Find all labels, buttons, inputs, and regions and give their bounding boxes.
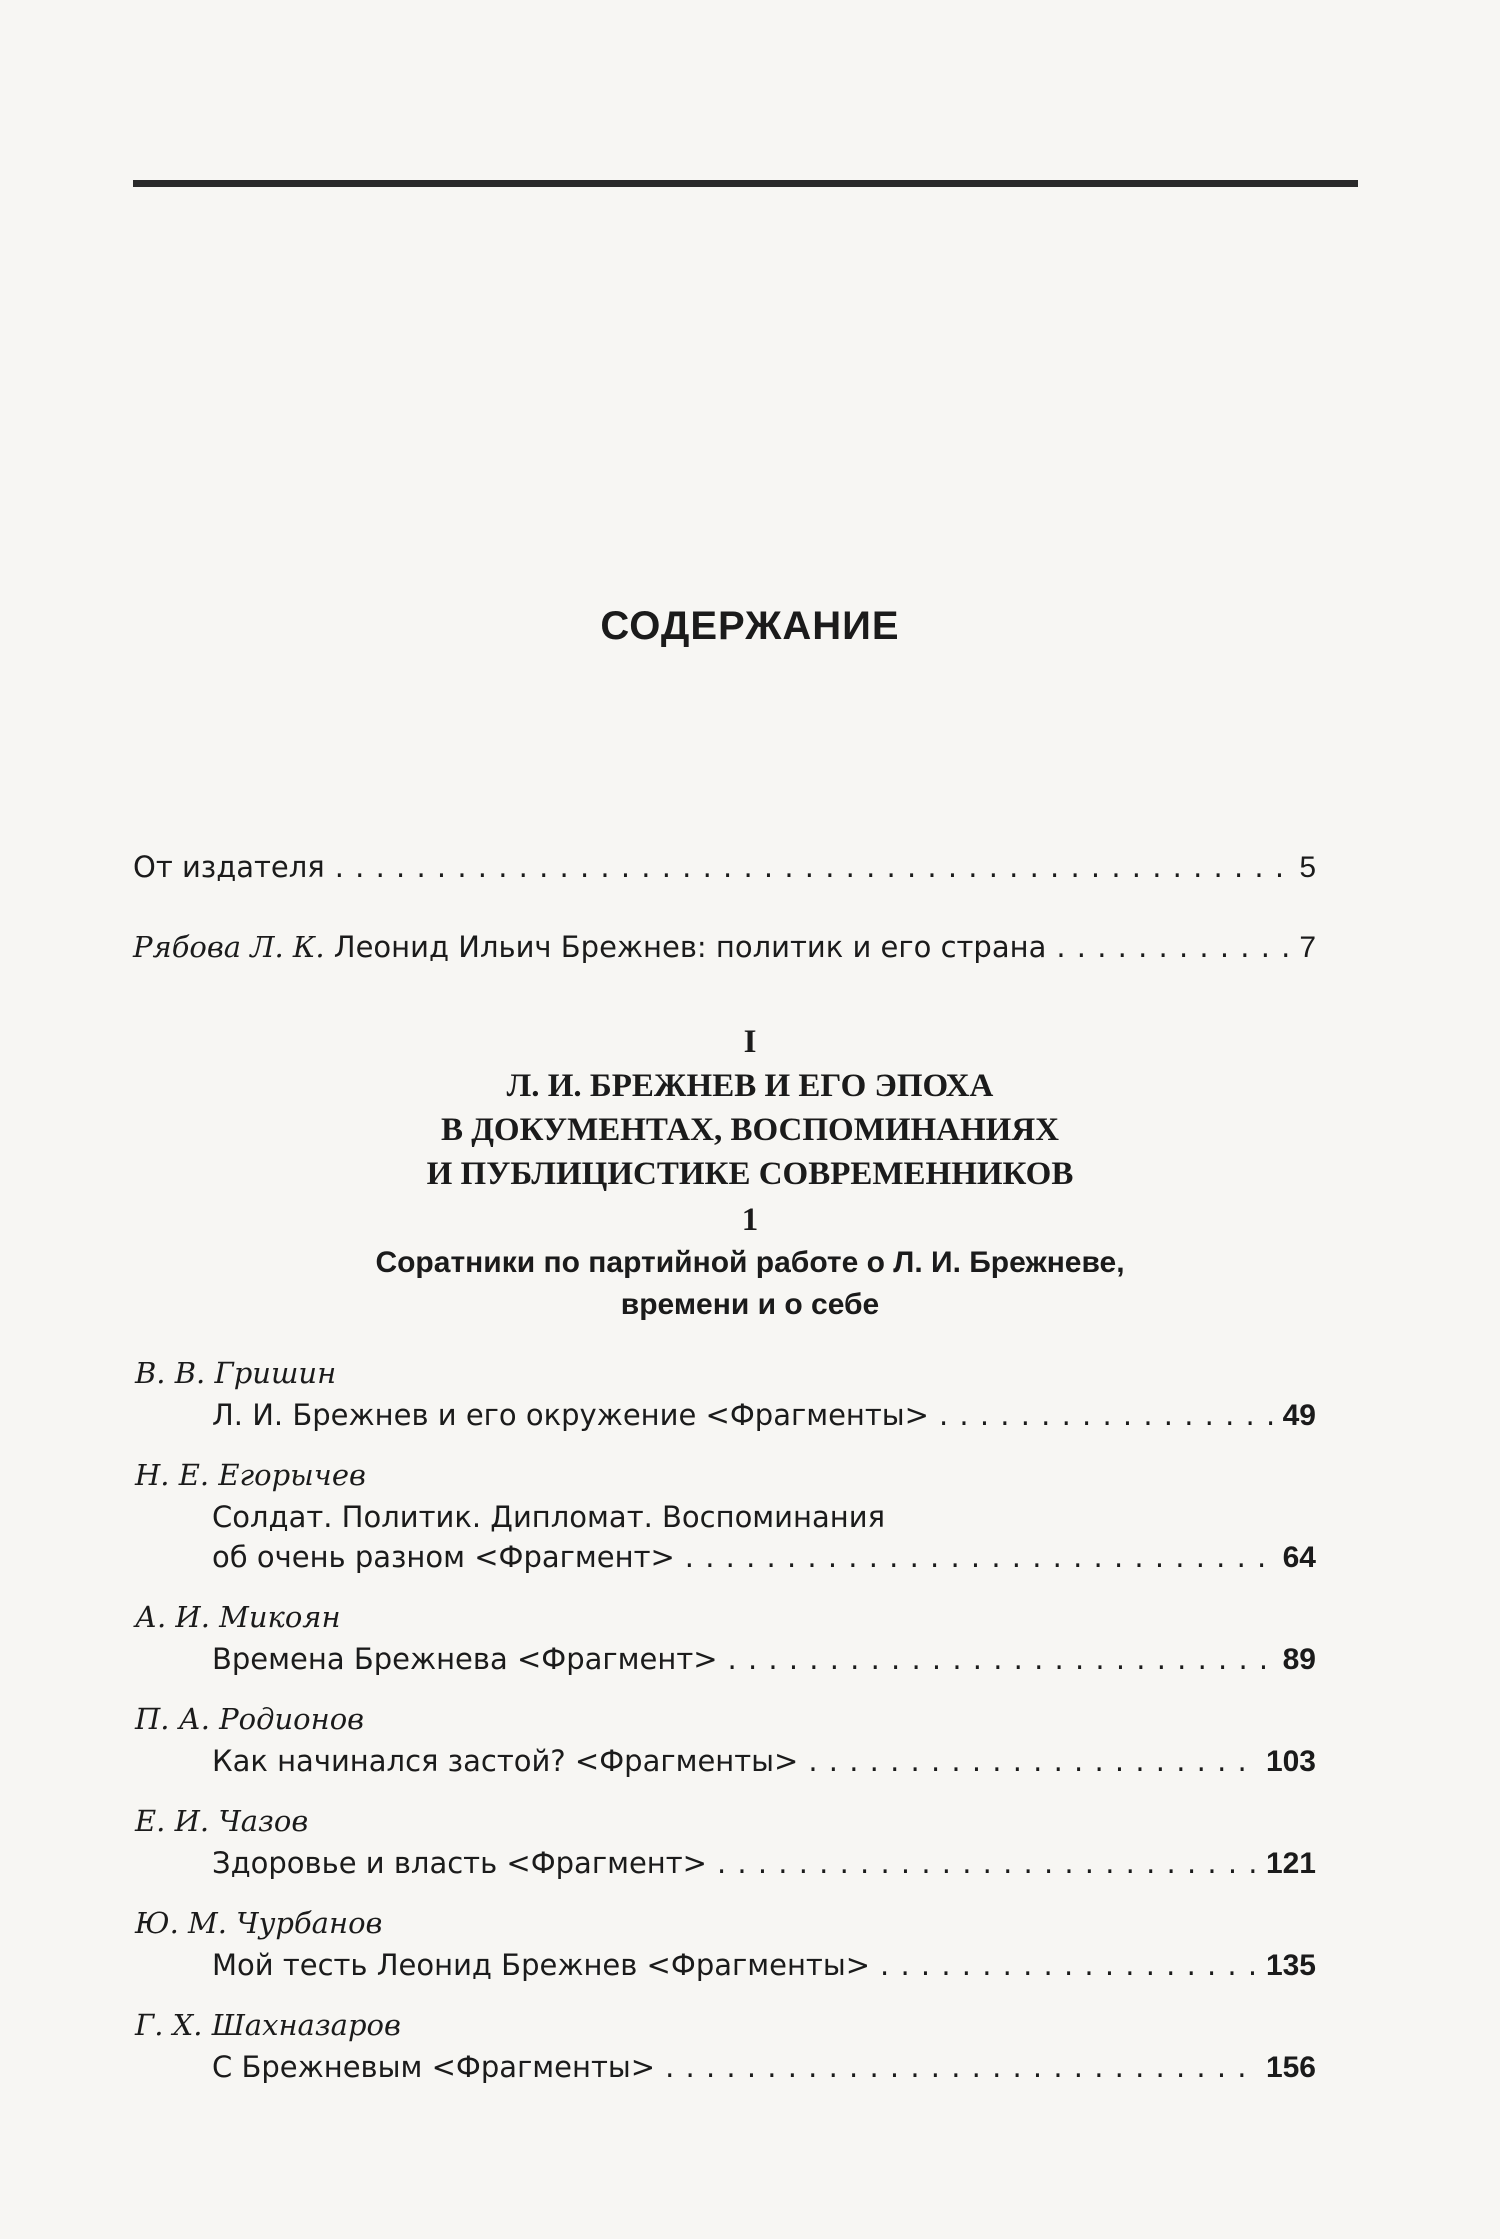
toc-page-number: 156 [1265,2051,1316,2084]
entry-author-shakhnazarov: Г. Х. Шахназаров [135,2008,401,2042]
header-rule [133,180,1358,187]
toc-entry-title: Леонид Ильич Брежнев: политик и его страна [333,930,1047,964]
toc-entry-title: С Брежневым <Фрагменты> [212,2050,656,2084]
toc-page-number: 121 [1265,1847,1316,1880]
chapter-title-line-2: времени и о себе [620,1288,880,1321]
toc-entry-title: Здоровье и власть <Фрагмент> [212,1846,707,1880]
toc-entry-mikoyan[interactable] [212,1642,1316,1677]
entry-author-rodionov: П. А. Родионов [135,1702,365,1736]
toc-entry-ryabova[interactable] [133,930,1316,965]
entry-author-egorychev: Н. Е. Егорычев [135,1458,366,1492]
toc-entry-title: об очень разном <Фрагмент> [212,1540,675,1574]
toc-page-number: 135 [1265,1949,1316,1982]
entry-author-grishin: В. В. Гришин [135,1356,337,1390]
toc-entry-title: Мой тесть Леонид Брежнев <Фрагменты> [212,1948,871,1982]
toc-page-number: 89 [1282,1643,1316,1676]
leader-dots [335,850,1290,884]
leader-dots [880,1948,1256,1982]
toc-page-number: 49 [1282,1399,1316,1432]
part-title-line-3: И ПУБЛИЦИСТИКЕ СОВРЕМЕННИКОВ [426,1156,1074,1192]
toc-page-number: 64 [1282,1541,1316,1574]
leader-dots [728,1642,1273,1676]
toc-entry-churbanov[interactable] [212,1948,1316,1983]
entry-author-mikoyan: А. И. Микоян [135,1600,341,1634]
chapter-title-line-1: Соратники по партийной работе о Л. И. Брежневе, [375,1246,1125,1279]
toc-entry-publisher[interactable] [133,850,1316,885]
part-title-line-2: В ДОКУМЕНТАХ, ВОСПОМИНАНИЯХ [440,1112,1060,1148]
toc-entry-grishin[interactable] [212,1398,1316,1433]
toc-entry-title: Как начинался застой? <Фрагменты> [212,1744,799,1778]
toc-entry-shakhnazarov[interactable] [212,2050,1316,2085]
leader-dots [1056,930,1289,964]
leader-dots [665,2050,1256,2084]
leader-dots [939,1398,1273,1432]
part-title-line-1: Л. И. БРЕЖНЕВ И ЕГО ЭПОХА [506,1068,994,1104]
page-title: СОДЕРЖАНИЕ [600,604,900,648]
toc-entry-author: Рябова Л. К. [133,930,325,964]
leader-dots [808,1744,1256,1778]
entry-author-churbanov: Ю. М. Чурбанов [135,1906,383,1940]
toc-entry-title-line[interactable]: Солдат. Политик. Дипломат. Воспоминания [212,1500,886,1534]
toc-page-number: 7 [1299,931,1316,964]
toc-entry-title: Л. И. Брежнев и его окружение <Фрагменты> [212,1398,929,1432]
toc-entry-title: Времена Брежнева <Фрагмент> [212,1642,718,1676]
toc-page-number: 103 [1265,1745,1316,1778]
toc-entry-rodionov[interactable] [212,1744,1316,1779]
leader-dots [685,1540,1273,1574]
part-number: I [743,1024,757,1060]
toc-entry-chazov[interactable] [212,1846,1316,1881]
entry-author-chazov: Е. И. Чазов [135,1804,309,1838]
chapter-number: 1 [741,1202,759,1238]
toc-page-number: 5 [1299,851,1316,884]
toc-entry-egorychev[interactable] [212,1540,1316,1575]
toc-entry-title: От издателя [133,850,325,884]
leader-dots [717,1846,1256,1880]
